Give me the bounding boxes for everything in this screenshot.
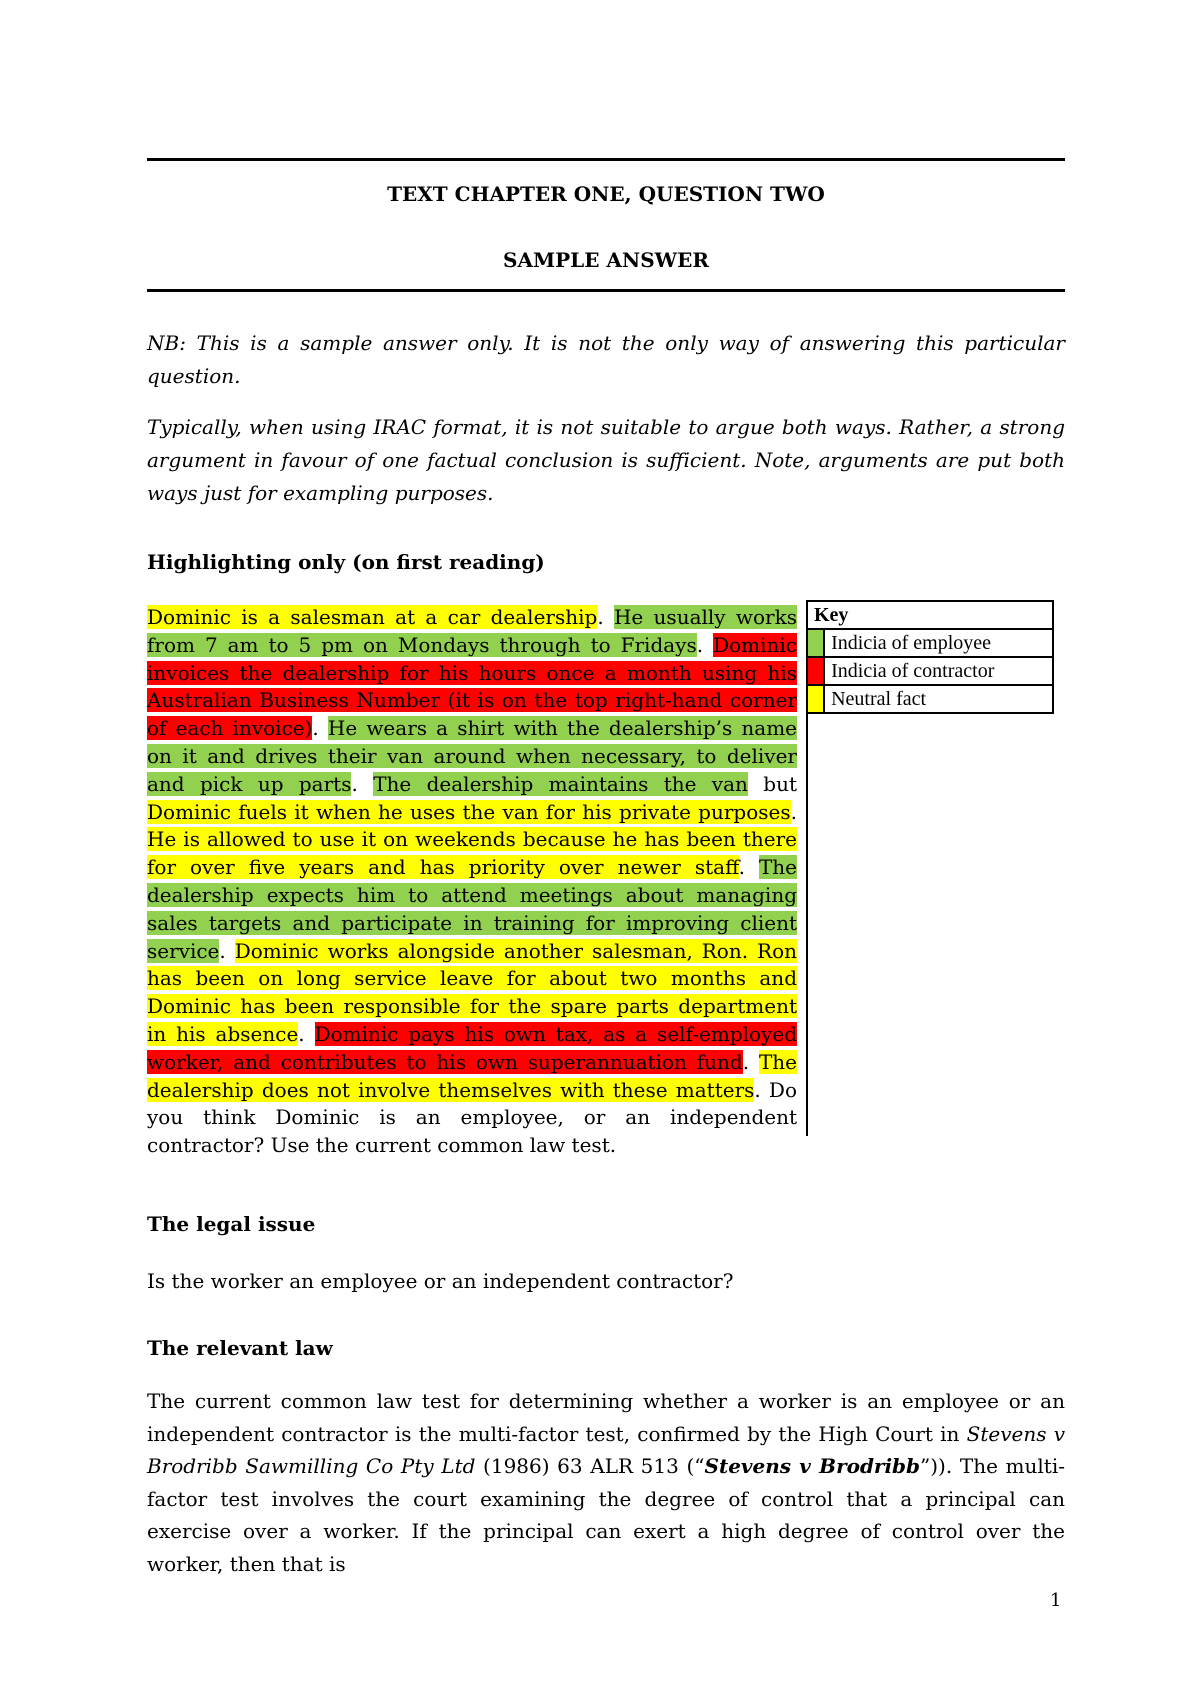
neutral-swatch xyxy=(807,685,824,713)
fact-neutral: He is allowed to use it on weekends because he has been there for over five years and has priority over newer staff xyxy=(147,827,797,880)
key-label-employee: Indicia of employee xyxy=(824,629,1053,657)
fact-contractor: Dominic pays his own tax, as a self-employed worker, and contributes to his own superannuation fund xyxy=(147,1021,798,1074)
fact-connector: . xyxy=(742,1049,759,1074)
relevant-law-text xyxy=(147,1385,1065,1580)
fact-neutral: Dominic fuels it when he uses the van for his private purposes xyxy=(147,799,791,824)
fact-neutral: The dealership does not involve themselves with these matters xyxy=(147,1049,797,1102)
case-short-name: Stevens v Brodribb xyxy=(704,1454,921,1478)
fact-employee: The dealership maintains the van xyxy=(373,771,748,796)
employee-swatch xyxy=(807,629,824,657)
fact-employee: The dealership expects him to attend meetings about managing sales targets and participate in training for improving client service xyxy=(147,855,797,963)
key-title: Key xyxy=(807,601,1053,629)
fact-employee: He wears a shirt with the dealership’s name on it and drives their van around when necessary, to deliver and pick up parts xyxy=(147,716,797,796)
fact-contractor: Dominic invoices the dealership for his hours once a month using his Australian Business Number (it is on the top right-hand corner of each invoice) xyxy=(147,632,797,741)
top-rule xyxy=(147,158,1065,161)
fact-connector: . xyxy=(696,632,714,657)
key-label-neutral: Neutral fact xyxy=(824,685,1053,713)
legal-issue-text: Is the worker an employee or an independent contractor? xyxy=(147,1269,734,1293)
page-number: 1 xyxy=(1050,1590,1062,1611)
highlighting-heading: Highlighting only (on first reading) xyxy=(147,550,545,574)
fact-employee: He usually works from 7 am to 5 pm on Mondays through to Fridays xyxy=(147,605,797,657)
fact-connector: . xyxy=(312,716,328,741)
fact-scenario xyxy=(147,604,797,1160)
fact-neutral: Dominic is a salesman at a car dealership xyxy=(147,605,598,629)
case-name: Stevens v Brodribb Sawmilling Co Pty Ltd xyxy=(147,1421,1066,1478)
fact-connector: . xyxy=(738,855,759,880)
fact-connector: . xyxy=(351,771,374,796)
fact-connector: . xyxy=(219,938,235,963)
fact-connector: . xyxy=(790,799,797,824)
irac-note: Typically, when using IRAC format, it is not suitable to argue both ways. Rather, a strong argument in favour of one factual conclusion is sufficient. Note, arguments are put both ways just for exampling purposes. xyxy=(147,415,1065,505)
case-citation: (1986) 63 ALR 513 (“ xyxy=(475,1454,705,1478)
key-label-contractor: Indicia of contractor xyxy=(824,657,1053,685)
fact-connector: . Do you think Dominic is an employee, or an independent contractor? Use the current common law test. xyxy=(147,1077,797,1158)
page-subtitle: SAMPLE ANSWER xyxy=(503,248,709,272)
fact-connector: but xyxy=(747,771,797,796)
contractor-swatch xyxy=(807,657,824,685)
bottom-rule xyxy=(147,289,1065,292)
nb-note: NB: This is a sample answer only. It is not the only way of answering this particular question. xyxy=(147,331,1065,388)
highlight-key xyxy=(806,600,1054,714)
fact-neutral: Dominic works alongside another salesman, Ron. Ron has been on long service leave for about two months and Dominic has been responsible for the spare parts department in his absence xyxy=(147,938,798,1046)
law-text-end: ”)). The multi-factor test involves the court examining the degree of control that a principal can exercise over a worker. If the principal can exert a high degree of control over the worker, then that is xyxy=(147,1454,1065,1576)
legal-issue-heading: The legal issue xyxy=(147,1212,316,1236)
fact-connector: . xyxy=(597,605,614,629)
page-title: TEXT CHAPTER ONE, QUESTION TWO xyxy=(387,182,825,206)
fact-connector: . xyxy=(298,1021,315,1046)
relevant-law-heading: The relevant law xyxy=(147,1336,333,1360)
law-text-start: The current common law test for determining whether a worker is an employee or an independent contractor is the multi-factor test, confirmed by the High Court in xyxy=(147,1389,1065,1446)
